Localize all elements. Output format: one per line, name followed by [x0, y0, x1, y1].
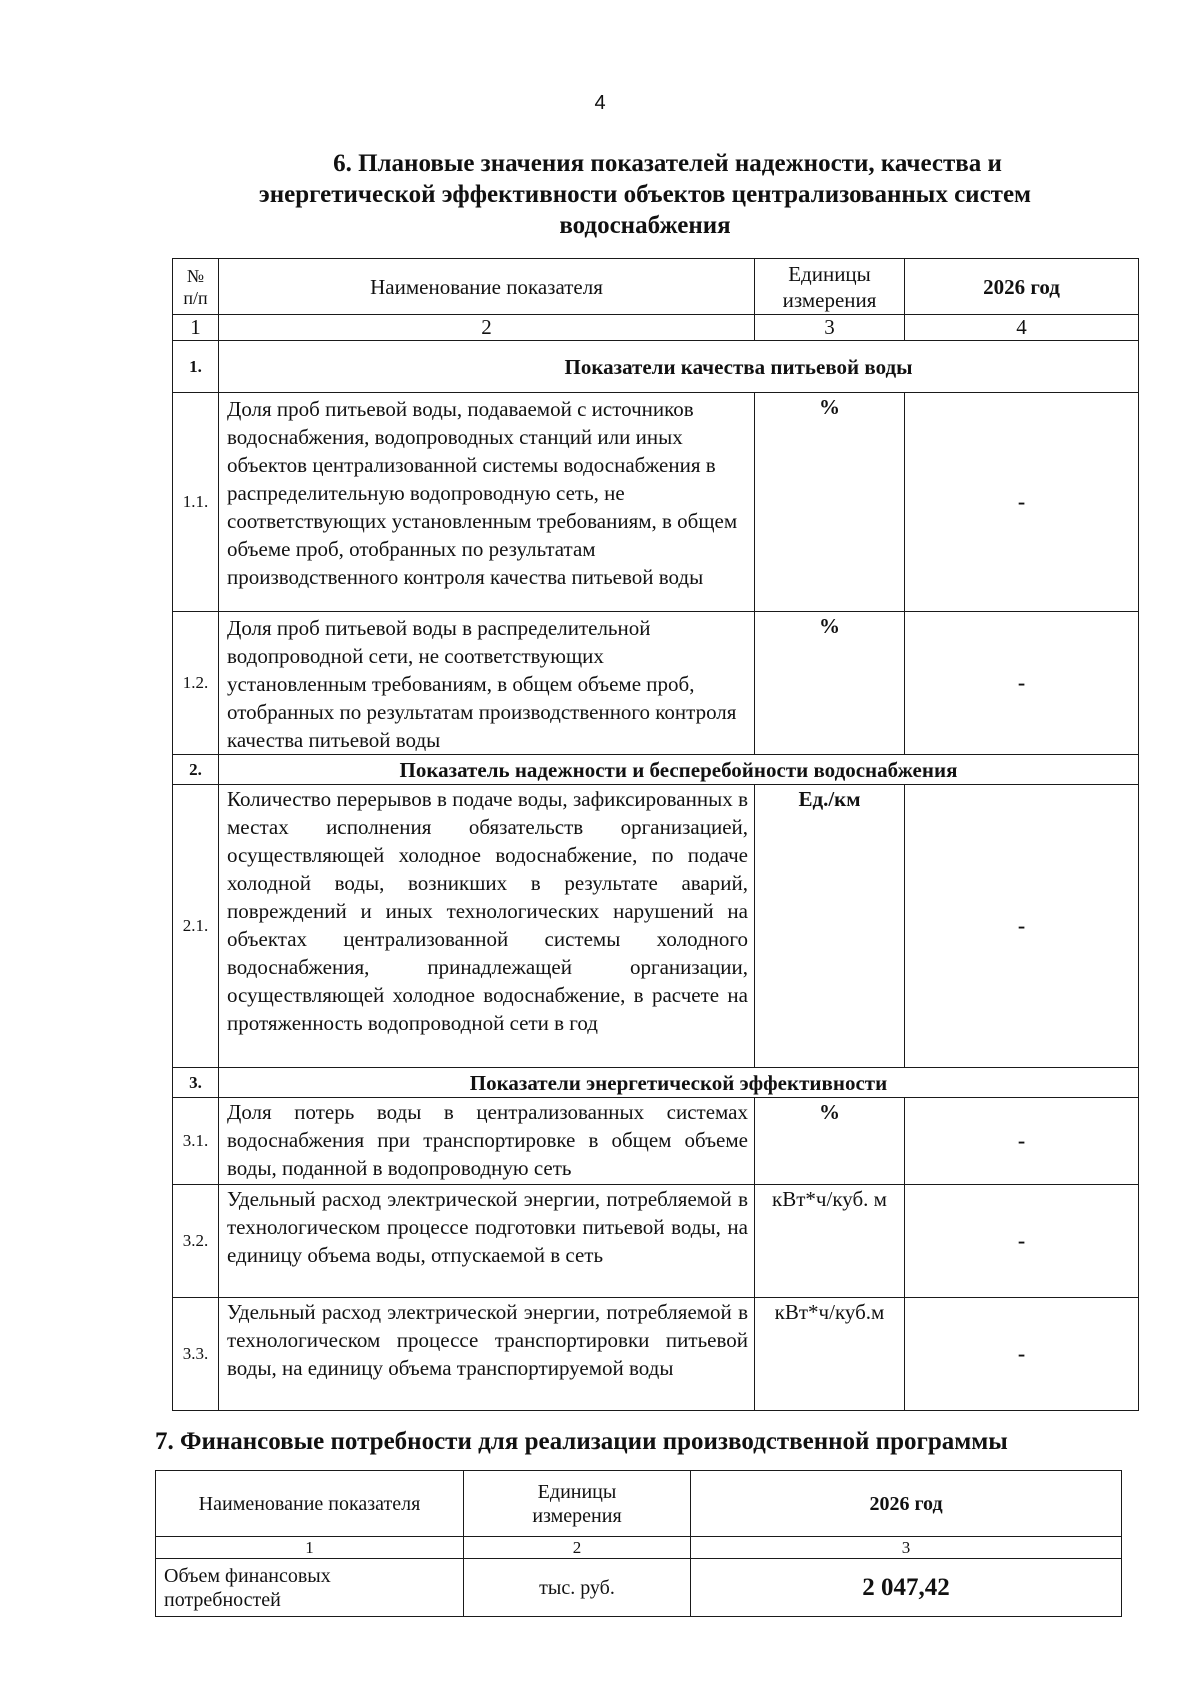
indicator-value: -	[905, 785, 1139, 1068]
section-7-title: 7. Финансовые потребности для реализации производственной программы	[155, 1428, 1008, 1455]
section-6-title-line-2: энергетической эффективности объектов централизованных систем	[258, 181, 1032, 208]
header-units: Единицы измерения	[755, 259, 905, 315]
table-row	[156, 1559, 1122, 1617]
section-6-title-line-3: водоснабжения	[559, 212, 731, 239]
indicator-name: Удельный расход электрической энергии, потребляемой в технологическом процессе подготовки питьевой воды, на единицу объема воды, отпускаемой в сеть	[219, 1185, 755, 1298]
header-year: 2026 год	[905, 259, 1139, 315]
indicator-value: -	[905, 1298, 1139, 1411]
table-row-3-1	[173, 1098, 1139, 1185]
indicator-name: Доля проб питьевой воды, подаваемой с источников водоснабжения, водопроводных станций или иных объектов централизованной системы водоснабжения в распределительную водопроводную сеть, не соответствующих установленным требованиям, в общем объеме проб, отобранных по результатам производственного контроля качества питьевой воды	[219, 393, 755, 612]
row-number: 1.2.	[173, 612, 219, 755]
row-number: 3.3.	[173, 1298, 219, 1411]
indicators-table	[172, 258, 1139, 1411]
indicator-value: -	[905, 1185, 1139, 1298]
header-indicator-name: Наименование показателя	[156, 1471, 464, 1537]
row-number: 3.2.	[173, 1185, 219, 1298]
header-number: № п/п	[173, 259, 219, 315]
table-header-row	[156, 1471, 1122, 1537]
group-title: Показатели энергетической эффективности	[219, 1068, 1139, 1098]
header-units: Единицы измерения	[464, 1471, 691, 1537]
indicator-name: Количество перерывов в подаче воды, зафиксированных в местах исполнения обязательств организацией, осуществляющей холодное водоснабжение, по подаче холодной воды, возникших в результате аварий, повреждений и иных технологических нарушений на объектах централизованной системы холодного водоснабжения, принадлежащей организации, осуществляющей холодное водоснабжение, в расчете на протяженность водопроводной сети в год	[219, 785, 755, 1068]
indicator-name: Доля потерь воды в централизованных системах водоснабжения при транспортировке в общем объеме воды, поданной в водопроводную сеть	[219, 1098, 755, 1185]
row-number: 2.1.	[173, 785, 219, 1068]
financial-indicator-value: 2 047,42	[691, 1559, 1122, 1617]
indicator-unit: кВт*ч/куб.м	[755, 1298, 905, 1411]
group-row-2	[173, 755, 1139, 785]
column-number-row	[173, 315, 1139, 341]
indicator-value: -	[905, 612, 1139, 755]
column-number: 1	[156, 1537, 464, 1559]
financial-indicator-unit: тыс. руб.	[464, 1559, 691, 1617]
row-number: 1.1.	[173, 393, 219, 612]
group-number: 3.	[173, 1068, 219, 1098]
group-number: 1.	[173, 341, 219, 393]
indicator-name: Удельный расход электрической энергии, потребляемой в технологическом процессе транспортировки питьевой воды, на единицу объема транспортируемой воды	[219, 1298, 755, 1411]
table-header-row	[173, 259, 1139, 315]
table-row-3-3	[173, 1298, 1139, 1411]
group-row-1	[173, 341, 1139, 393]
column-number: 3	[691, 1537, 1122, 1559]
column-number: 2	[219, 315, 755, 341]
column-number-row	[156, 1537, 1122, 1559]
table-row-1-1	[173, 393, 1139, 612]
financial-indicator-name: Объем финансовых потребностей	[156, 1559, 464, 1617]
group-title: Показатели качества питьевой воды	[219, 341, 1139, 393]
page-number: 4	[594, 92, 606, 114]
indicator-value: -	[905, 1098, 1139, 1185]
table-row-3-2	[173, 1185, 1139, 1298]
group-number: 2.	[173, 755, 219, 785]
header-indicator-name: Наименование показателя	[219, 259, 755, 315]
table-row-2-1	[173, 785, 1139, 1068]
table-row-1-2	[173, 612, 1139, 755]
section-6-title-line-1: 6. Плановые значения показателей надежности, качества и	[333, 150, 1002, 177]
column-number: 3	[755, 315, 905, 341]
column-number: 4	[905, 315, 1139, 341]
indicator-unit: кВт*ч/куб. м	[755, 1185, 905, 1298]
indicator-unit: %	[755, 393, 905, 612]
indicator-name: Доля проб питьевой воды в распределительной водопроводной сети, не соответствующих установленным требованиям, в общем объеме проб, отобранных по результатам производственного контроля качества питьевой воды	[219, 612, 755, 755]
indicator-unit: %	[755, 612, 905, 755]
group-title: Показатель надежности и бесперебойности водоснабжения	[219, 755, 1139, 785]
indicator-unit: Ед./км	[755, 785, 905, 1068]
section-6-title	[175, 148, 1115, 241]
row-number: 3.1.	[173, 1098, 219, 1185]
indicator-unit: %	[755, 1098, 905, 1185]
column-number: 1	[173, 315, 219, 341]
group-row-3	[173, 1068, 1139, 1098]
indicator-value: -	[905, 393, 1139, 612]
column-number: 2	[464, 1537, 691, 1559]
financial-needs-table	[155, 1470, 1122, 1617]
header-year: 2026 год	[691, 1471, 1122, 1537]
